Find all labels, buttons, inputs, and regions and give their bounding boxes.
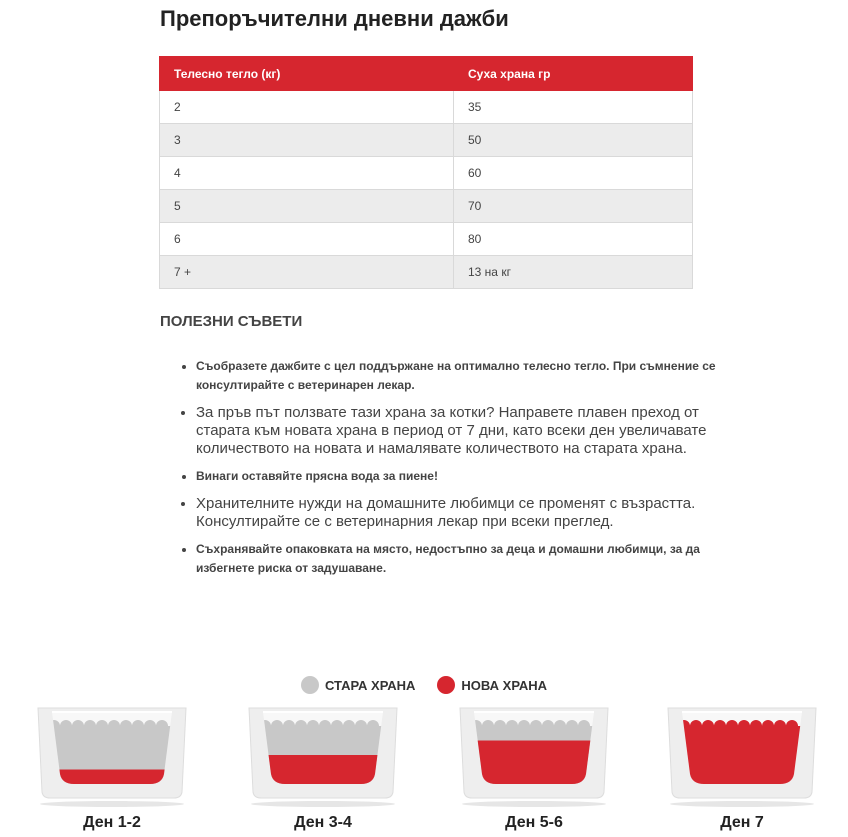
- daily-ration-table: [159, 56, 693, 289]
- tips-list: [178, 357, 716, 587]
- table-row: [160, 157, 693, 190]
- tip-item: • Хранителните нужди на домашните любимци се променят с възрастта. Консултирайте се с ветеринарния лекар при всеки преглед.: [196, 495, 716, 531]
- bowl-shadow: [251, 801, 395, 807]
- tip-item: • Винаги оставяйте прясна вода за пиене!: [196, 467, 716, 486]
- cell-weight: 2: [160, 91, 454, 124]
- tips-heading: ПОЛЕЗНИ СЪВЕТИ: [160, 313, 303, 330]
- table-row: [160, 256, 693, 289]
- table-row: [160, 124, 693, 157]
- cell-dry-food: 13 на кг: [454, 256, 693, 289]
- table-row: [160, 91, 693, 124]
- legend-new-food-label: НОВА ХРАНА: [461, 677, 548, 693]
- table-row: [160, 223, 693, 256]
- column-header-weight: Телесно тегло (кг): [160, 57, 454, 91]
- food-bowl-icon: [454, 700, 614, 808]
- cell-dry-food: 80: [454, 223, 693, 256]
- bowl-shadow: [40, 801, 184, 807]
- cell-dry-food: 35: [454, 91, 693, 124]
- food-bowl-icon: [243, 700, 403, 808]
- transition-bowls: [0, 700, 848, 830]
- bowl-day-label: Ден 7: [720, 814, 764, 831]
- cell-weight: 6: [160, 223, 454, 256]
- bowl-day-7: [662, 700, 822, 832]
- bowl-day-5-6: [454, 700, 614, 832]
- bowl-shadow: [670, 801, 814, 807]
- cell-dry-food: 70: [454, 190, 693, 223]
- legend-old-food: [301, 676, 415, 694]
- legend-new-food: [437, 676, 547, 694]
- bowl-day-label: Ден 3-4: [294, 814, 352, 831]
- cell-weight: 7 +: [160, 256, 454, 289]
- column-header-dry-food: Суха храна гр: [454, 57, 693, 91]
- table-header-row: [160, 57, 693, 91]
- old-food-dot-icon: [301, 676, 319, 694]
- bowl-day-3-4: [243, 700, 403, 832]
- bowl-day-label: Ден 1-2: [83, 814, 141, 831]
- cell-dry-food: 60: [454, 157, 693, 190]
- cell-weight: 4: [160, 157, 454, 190]
- cell-weight: 5: [160, 190, 454, 223]
- tip-item: • Съхранявайте опаковката на място, недостъпно за деца и домашни любимци, за да избегнете риска от задушаване.: [196, 540, 716, 578]
- cell-dry-food: 50: [454, 124, 693, 157]
- table-row: [160, 190, 693, 223]
- food-bowl-icon: [662, 700, 822, 808]
- page-title: Препоръчителни дневни дажби: [160, 6, 509, 31]
- food-legend: [0, 676, 848, 694]
- food-bowl-icon: [32, 700, 192, 808]
- new-food-dot-icon: [437, 676, 455, 694]
- tip-item: • Съобразете дажбите с цел поддържане на оптимално телесно тегло. При съмнение се консултирайте с ветеринарен лекар.: [196, 357, 716, 395]
- tip-item: • За пръв път ползвате тази храна за котки? Направете плавен преход от старата към новата храна в период от 7 дни, като всеки ден увеличавате количеството на новата и намалявате количеството на старата храна.: [196, 404, 716, 458]
- bowl-day-label: Ден 5-6: [505, 814, 563, 831]
- legend-old-food-label: СТАРА ХРАНА: [324, 677, 416, 693]
- cell-weight: 3: [160, 124, 454, 157]
- bowl-shadow: [462, 801, 606, 807]
- bowl-day-1-2: [32, 700, 192, 832]
